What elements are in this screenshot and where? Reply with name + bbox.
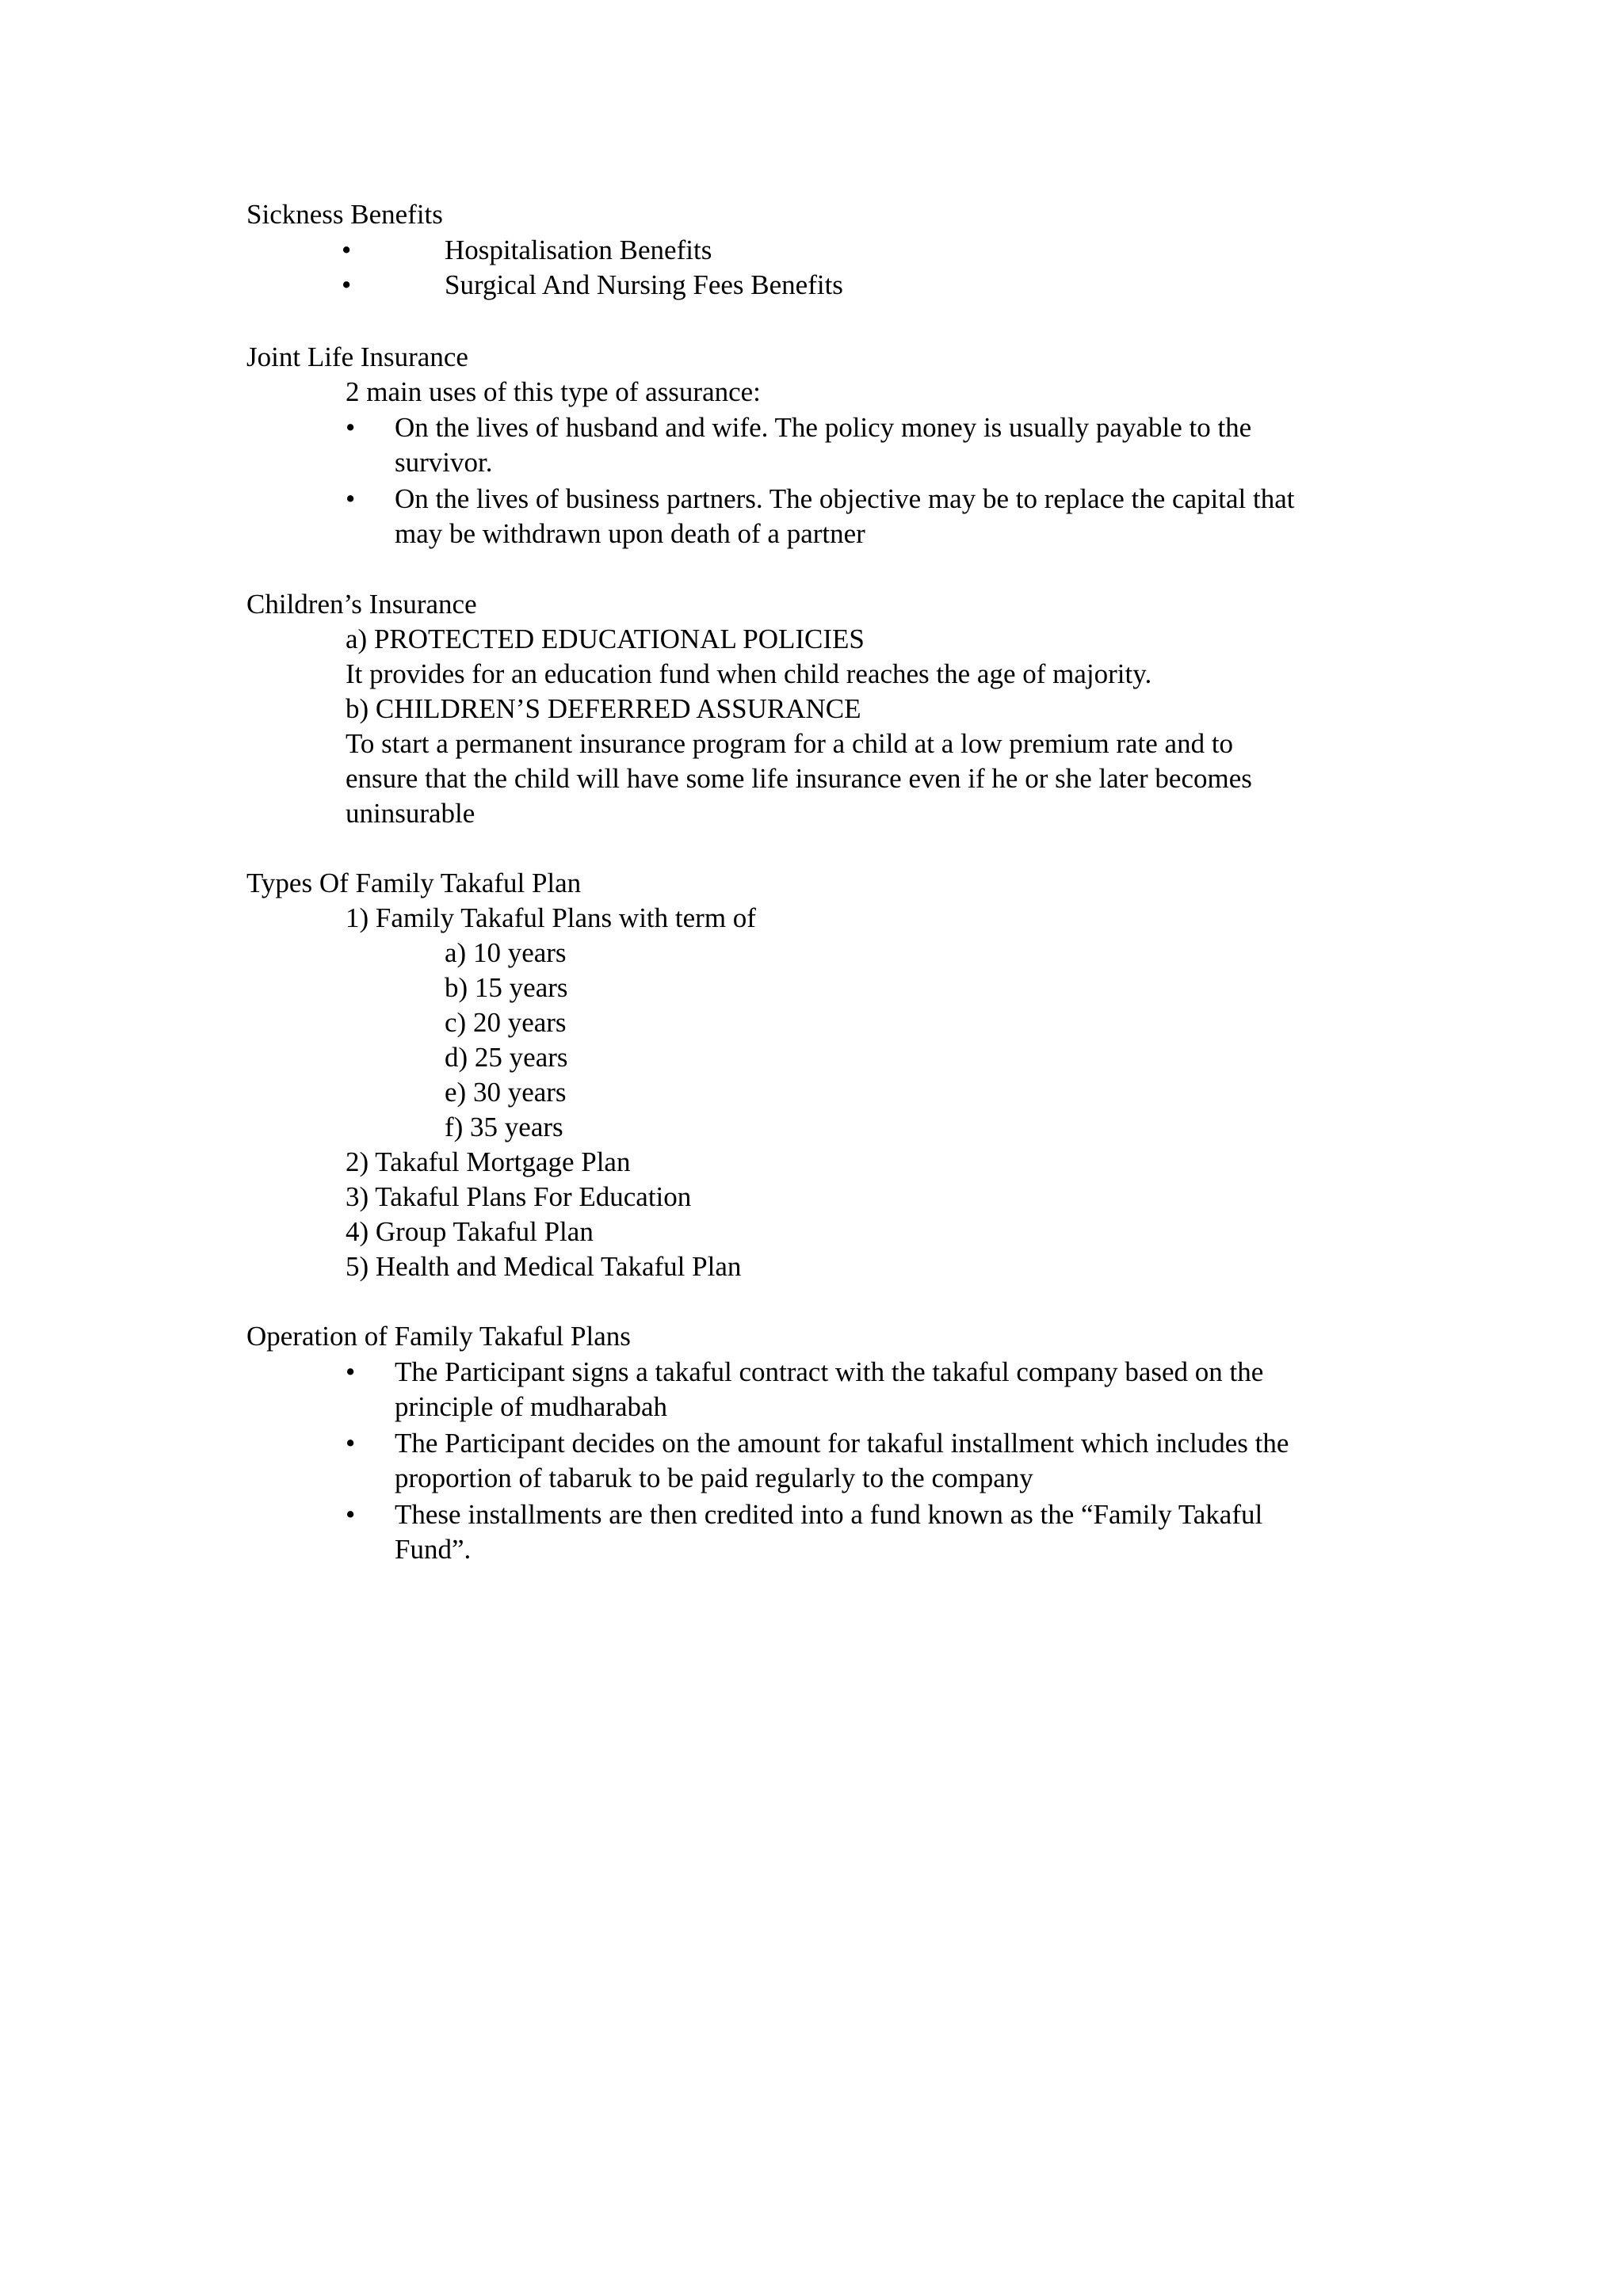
- bullet-icon: •: [346, 412, 356, 443]
- section-heading-types-of-family-takaful-plan: Types Of Family Takaful Plan: [246, 868, 582, 898]
- section-heading-operation-of-family-takaful-plans: Operation of Family Takaful Plans: [246, 1321, 631, 1352]
- paragraph-line: uninsurable: [346, 798, 475, 829]
- sub-list-item: a) 10 years: [445, 937, 567, 968]
- paragraph-line: ensure that the child will have some life insurance even if he or she later becomes: [346, 763, 1252, 794]
- list-item-text: Surgical And Nursing Fees Benefits: [445, 269, 843, 300]
- sub-list-item: d) 25 years: [445, 1042, 568, 1073]
- list-item-continuation: Fund”.: [395, 1534, 472, 1565]
- paragraph-line: To start a permanent insurance program for a child at a low premium rate and to: [346, 728, 1234, 759]
- list-item: 1) Family Takaful Plans with term of: [346, 902, 756, 933]
- list-item-continuation: principle of mudharabah: [395, 1391, 668, 1422]
- list-item-text: Hospitalisation Benefits: [445, 235, 712, 265]
- bullet-icon: •: [342, 235, 352, 265]
- list-item-text: The Participant signs a takaful contract with the takaful company based on the: [395, 1356, 1264, 1387]
- subsection-title: a) PROTECTED EDUCATIONAL POLICIES: [346, 624, 865, 654]
- list-item: 4) Group Takaful Plan: [346, 1216, 594, 1247]
- subsection-title: b) CHILDREN’S DEFERRED ASSURANCE: [346, 693, 861, 724]
- bullet-icon: •: [346, 1499, 356, 1530]
- sub-list-item: b) 15 years: [445, 972, 568, 1003]
- bullet-icon: •: [342, 269, 352, 300]
- list-item: 2) Takaful Mortgage Plan: [346, 1146, 631, 1177]
- sub-list-item: f) 35 years: [445, 1112, 563, 1142]
- list-item-text: On the lives of husband and wife. The policy money is usually payable to the: [395, 412, 1252, 443]
- section-intro: 2 main uses of this type of assurance:: [346, 376, 761, 407]
- sub-list-item: c) 20 years: [445, 1007, 567, 1038]
- paragraph-line: It provides for an education fund when child reaches the age of majority.: [346, 658, 1152, 689]
- list-item: 5) Health and Medical Takaful Plan: [346, 1251, 742, 1282]
- list-item: 3) Takaful Plans For Education: [346, 1181, 692, 1212]
- section-heading-childrens-insurance: Children’s Insurance: [246, 589, 477, 620]
- section-heading-sickness-benefits: Sickness Benefits: [246, 199, 443, 230]
- bullet-icon: •: [346, 483, 356, 514]
- list-item-continuation: may be withdrawn upon death of a partner: [395, 518, 865, 549]
- sub-list-item: e) 30 years: [445, 1077, 567, 1108]
- list-item-text: The Participant decides on the amount for takaful installment which includes the: [395, 1428, 1289, 1459]
- section-heading-joint-life-insurance: Joint Life Insurance: [246, 341, 468, 372]
- bullet-icon: •: [346, 1428, 356, 1459]
- list-item-continuation: proportion of tabaruk to be paid regularly to the company: [395, 1463, 1033, 1493]
- list-item-continuation: survivor.: [395, 447, 493, 478]
- bullet-icon: •: [346, 1356, 356, 1387]
- list-item-text: These installments are then credited into a fund known as the “Family Takaful: [395, 1499, 1263, 1530]
- list-item-text: On the lives of business partners. The objective may be to replace the capital that: [395, 483, 1295, 514]
